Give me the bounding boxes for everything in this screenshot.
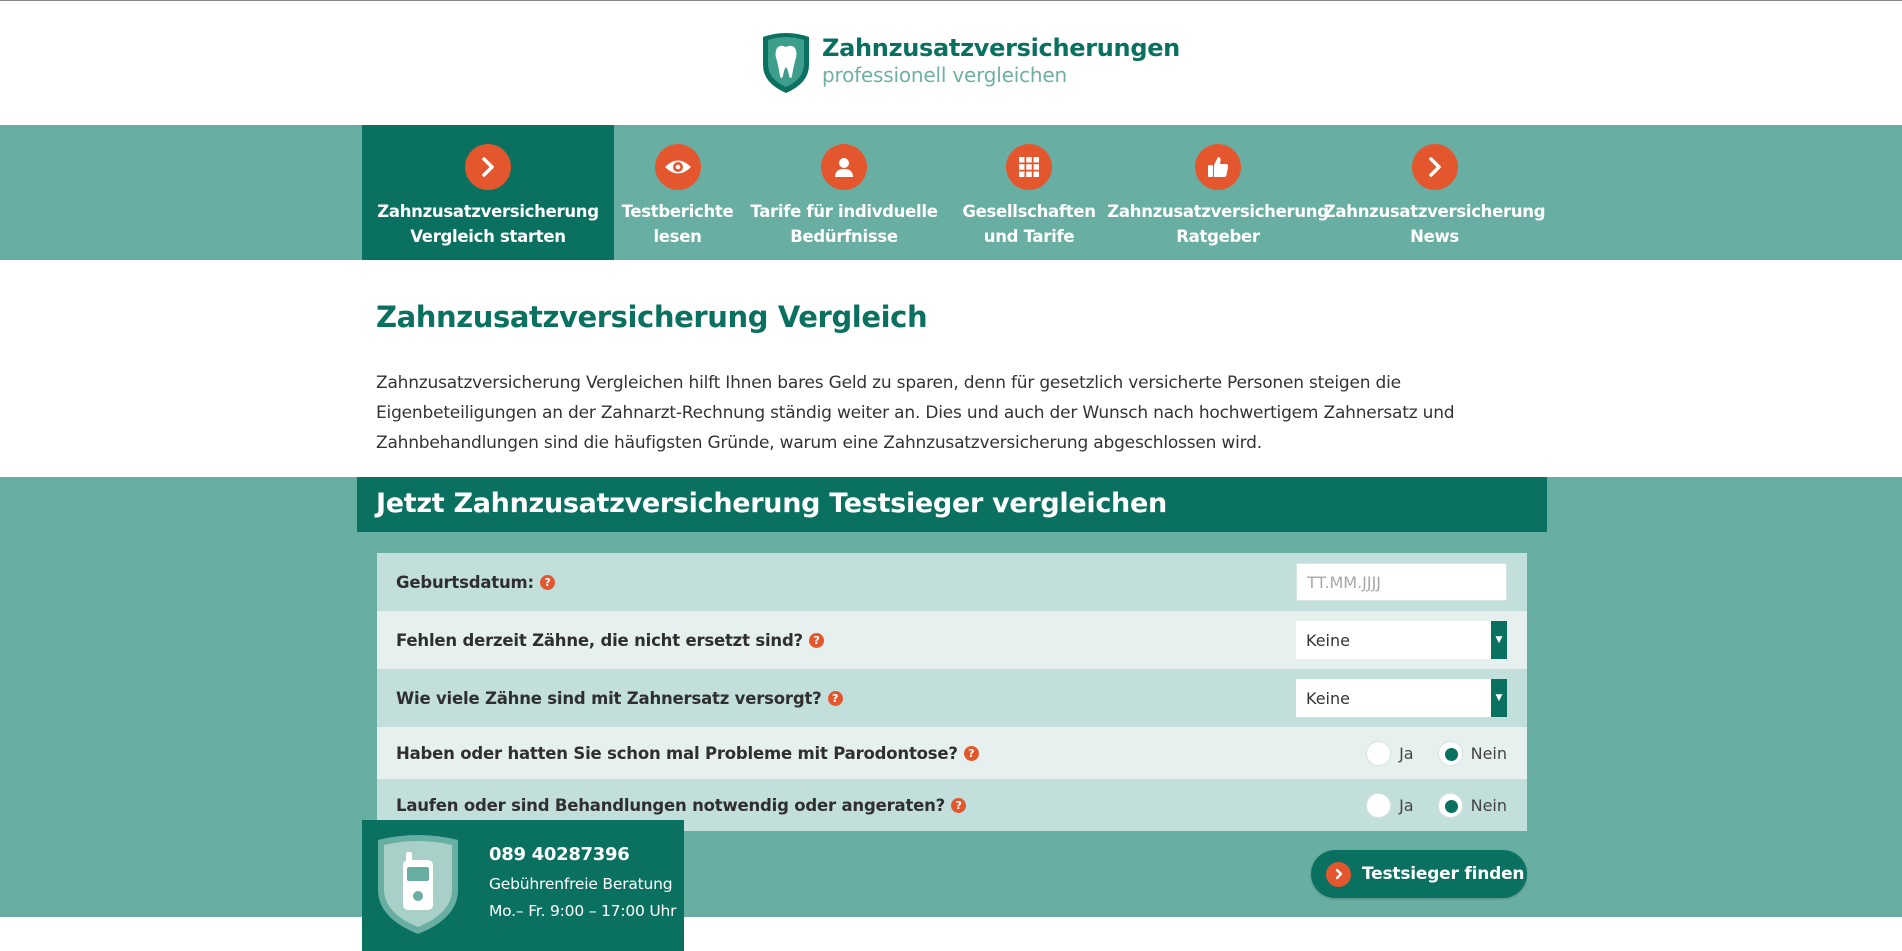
nav-label-line1: Zahnzusatzversicherung: [1107, 202, 1329, 221]
nav-label-line2: Vergleich starten: [410, 227, 566, 246]
radio-label-yes: Ja: [1399, 743, 1414, 763]
nav-label-line2: und Tarife: [983, 227, 1075, 246]
parodontose-radio-group: [1366, 741, 1507, 766]
select-value: Keine: [1306, 630, 1350, 650]
chevron-right-icon: [465, 144, 511, 190]
form-row-dentures: [377, 669, 1527, 727]
form-heading: Jetzt Zahnzusatzversicherung Testsieger vergleichen: [376, 488, 1167, 519]
main-navigation: [0, 125, 1902, 260]
contact-info-line: Gebührenfreie Beratung: [489, 875, 673, 893]
birthdate-label: Geburtsdatum:: [396, 572, 534, 592]
logo-subtitle: professionell vergleichen: [822, 63, 1067, 87]
radio-label-no: Nein: [1470, 795, 1507, 815]
intro-section: [0, 260, 1902, 478]
treatment-label: Laufen oder sind Behandlungen notwendig oder angeraten?: [396, 795, 946, 815]
thumbs-up-icon: [1195, 144, 1241, 190]
treatment-yes-radio[interactable]: [1366, 793, 1391, 818]
help-icon[interactable]: ?: [828, 691, 843, 706]
parodontose-yes-radio[interactable]: [1366, 741, 1391, 766]
chevron-right-icon: [1326, 862, 1351, 887]
nav-item-testberichte[interactable]: [614, 125, 741, 260]
nav-label-line1: Testberichte: [621, 202, 734, 221]
parodontose-label: Haben oder hatten Sie schon mal Probleme mit Parodontose?: [396, 743, 958, 763]
site-header: [0, 1, 1902, 125]
form-heading-bar: [357, 477, 1547, 532]
eye-icon: [655, 144, 701, 190]
form-row-missing-teeth: [377, 611, 1527, 669]
nav-label-line1: Zahnzusatzversicherung: [377, 202, 599, 221]
help-icon[interactable]: ?: [964, 746, 979, 761]
dentures-select[interactable]: [1296, 679, 1507, 717]
comparison-form-section: [0, 477, 1902, 917]
nav-label-line2: lesen: [653, 227, 702, 246]
treatment-radio-group: [1366, 793, 1507, 818]
comparison-form: [377, 553, 1527, 831]
dentures-label: Wie viele Zähne sind mit Zahnersatz versorgt?: [396, 688, 822, 708]
nav-label-line2: Ratgeber: [1176, 227, 1260, 246]
site-logo[interactable]: [760, 31, 1180, 95]
grid-icon: [1006, 144, 1052, 190]
nav-label-line1: Gesellschaften: [962, 202, 1096, 221]
nav-item-tarife[interactable]: [741, 125, 947, 260]
phone-number[interactable]: 089 40287396: [489, 844, 630, 865]
find-winner-label: Testsieger finden: [1362, 864, 1525, 884]
nav-item-gesellschaften[interactable]: [947, 125, 1111, 260]
nav-item-vergleich-starten[interactable]: [362, 125, 614, 260]
nav-label-line1: Tarife für indivduelle: [750, 202, 938, 221]
chevron-right-icon: [1412, 144, 1458, 190]
select-value: Keine: [1306, 688, 1350, 708]
missing-teeth-select[interactable]: [1296, 621, 1507, 659]
contact-box[interactable]: [362, 820, 684, 951]
logo-title: Zahnzusatzversicherungen: [822, 34, 1180, 62]
tooth-shield-icon: [760, 31, 812, 95]
form-row-parodontose: [377, 727, 1527, 779]
treatment-no-radio[interactable]: [1438, 793, 1463, 818]
help-icon[interactable]: ?: [540, 575, 555, 590]
nav-item-news[interactable]: [1325, 125, 1544, 260]
page-title: Zahnzusatzversicherung Vergleich: [376, 300, 928, 334]
radio-label-no: Nein: [1470, 743, 1507, 763]
contact-hours: Mo.– Fr. 9:00 – 17:00 Uhr: [489, 902, 677, 920]
find-winner-button[interactable]: [1311, 850, 1527, 898]
chevron-down-icon[interactable]: ▼: [1491, 621, 1507, 659]
nav-label-line1: Zahnzusatzversicherung: [1323, 202, 1546, 221]
form-row-birthdate: [377, 553, 1527, 611]
help-icon[interactable]: ?: [809, 633, 824, 648]
mobile-phone-icon: [376, 834, 460, 936]
birthdate-input[interactable]: [1296, 563, 1507, 601]
chevron-down-icon[interactable]: ▼: [1491, 679, 1507, 717]
user-icon: [821, 144, 867, 190]
radio-label-yes: Ja: [1399, 795, 1414, 815]
help-icon[interactable]: ?: [951, 798, 966, 813]
parodontose-no-radio[interactable]: [1438, 741, 1463, 766]
nav-item-ratgeber[interactable]: [1107, 125, 1329, 260]
nav-label-line2: Bedürfnisse: [790, 227, 898, 246]
missing-teeth-label: Fehlen derzeit Zähne, die nicht ersetzt sind?: [396, 630, 803, 650]
intro-text: Zahnzusatzversicherung Vergleichen hilft Ihnen bares Geld zu sparen, denn für gesetzlich versicherte Personen steigen die Eigenbeteiligungen an der Zahnarzt-Rechnung ständig weiter an. Dies und auch der Wunsch nach hochwertigem Zahnersatz und Zahnbehandlungen sind die häufigsten Gründe, warum eine Zahnzusatzversicherung abgeschlossen wird.: [376, 373, 1455, 453]
nav-label-line2: News: [1410, 227, 1459, 246]
